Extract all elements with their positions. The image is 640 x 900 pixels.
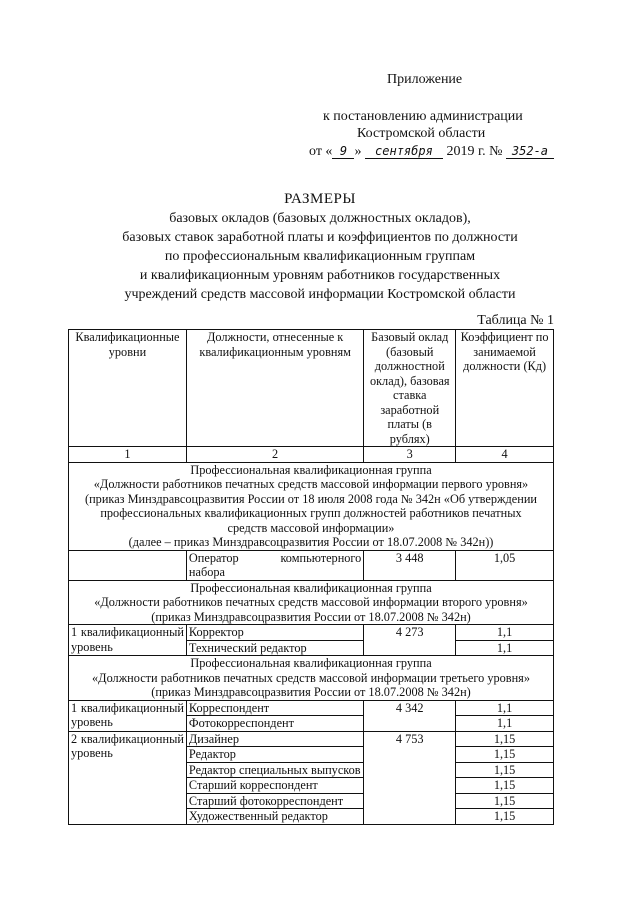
coefficient-cell: 1,15 — [456, 747, 554, 763]
position-cell: Фотокорреспондент — [186, 716, 363, 732]
coefficient-cell: 1,1 — [456, 700, 554, 716]
header-levels: Квалификационные уровни — [69, 330, 187, 447]
date-month: сентября — [365, 144, 443, 159]
resolution-date — [309, 143, 554, 161]
group-heading-line: «Должности работников печатных средств массовой информации второго уровня» — [94, 595, 528, 609]
group-heading-line: Профессиональная квалификационная группа — [190, 656, 432, 670]
table-label: Таблица № 1 — [477, 313, 554, 328]
level-cell: 2 квалификационный уровень — [69, 731, 187, 824]
salary-cell: 4 753 — [364, 731, 456, 824]
coefficient-cell: 1,1 — [456, 640, 554, 656]
group-3-heading — [69, 656, 554, 701]
title-line: учреждений средств массовой информации Костромской области — [124, 287, 516, 302]
group-heading-line: средств массовой информации» — [227, 520, 395, 535]
group-heading-line: Профессиональная квалификационная группа — [190, 580, 432, 595]
group-heading-line: Профессиональная квалификационная группа — [190, 462, 432, 477]
group-heading-line: (приказ Минздравсоцразвития России от 18 июля 2008 года № 342н «Об утверждении — [85, 491, 537, 506]
resolution-label: к постановлению администрации — [323, 109, 523, 124]
group-1-heading — [69, 462, 554, 550]
group-heading-row — [69, 580, 554, 625]
position-cell: Дизайнер — [186, 731, 363, 747]
level-cell-empty — [69, 550, 187, 580]
coefficient-cell: 1,15 — [456, 793, 554, 809]
col-number: 1 — [69, 447, 187, 463]
title-line: базовых окладов (базовых должностных окладов), — [169, 211, 471, 226]
group-heading-line: «Должности работников печатных средств массовой информации первого уровня» — [93, 477, 529, 491]
date-year: 2019 г. № — [446, 144, 503, 159]
group-heading-line: «Должности работников печатных средств массовой информации третьего уровня» — [92, 670, 530, 685]
position-cell: Технический редактор — [186, 640, 363, 656]
group-heading-row — [69, 656, 554, 701]
position-cell: Старший корреспондент — [186, 778, 363, 794]
title-line: и квалификационным уровням работников государственных — [139, 268, 501, 283]
col-number: 4 — [456, 447, 554, 463]
date-prefix: от « — [309, 144, 333, 159]
level-cell: 1 квалификационный уровень — [69, 625, 187, 656]
group-heading-line: профессиональных квалификационных групп должностей работников печатных — [100, 506, 522, 520]
position-cell: Редактор специальных выпусков — [186, 762, 363, 778]
group-heading-line: (далее – приказ Минздравсоцразвития России от 18.07.2008 № 342н)) — [128, 535, 494, 549]
position-cell: Старший фотокорреспондент — [186, 793, 363, 809]
header-row — [69, 330, 554, 447]
header-positions: Должности, отнесенные к квалификационным уровням — [186, 330, 363, 447]
title-line: базовых ставок заработной платы и коэффициентов по должности — [122, 230, 518, 245]
table-row — [69, 625, 554, 641]
table-row — [69, 550, 554, 580]
date-mid: » — [354, 144, 362, 159]
coefficient-cell: 1,15 — [456, 731, 554, 747]
title-line: по профессиональным квалификационным группам — [164, 249, 476, 264]
coefficient-cell: 1,1 — [456, 625, 554, 641]
level-cell: 1 квалификационный уровень — [69, 700, 187, 731]
header-salary: Базовый оклад (базовый должностной оклад), базовая ставка заработной платы (в рублях) — [364, 330, 456, 447]
coefficient-cell: 1,15 — [456, 809, 554, 825]
col-number: 3 — [364, 447, 456, 463]
region-label: Костромской области — [357, 126, 486, 141]
table-row — [69, 700, 554, 716]
position-cell: Корреспондент — [186, 700, 363, 716]
col-number: 2 — [186, 447, 363, 463]
group-heading-row — [69, 462, 554, 550]
date-day: 9 — [332, 144, 354, 159]
position-cell: Корректор — [186, 625, 363, 641]
salary-cell: 4 273 — [364, 625, 456, 656]
salary-cell: 3 448 — [364, 550, 456, 580]
resolution-number: 352-а — [506, 144, 554, 159]
salary-cell: 4 342 — [364, 700, 456, 731]
coefficient-cell: 1,05 — [456, 550, 554, 580]
coefficient-cell: 1,15 — [456, 778, 554, 794]
coefficient-cell: 1,15 — [456, 762, 554, 778]
position-cell: Редактор — [186, 747, 363, 763]
coefficient-cell: 1,1 — [456, 716, 554, 732]
header-coefficient: Коэффициент по занимаемой должности (Кд) — [456, 330, 554, 447]
position-cell: Оператор компьютерного набора — [186, 550, 363, 580]
appendix-label: Приложение — [387, 72, 463, 87]
table-row — [69, 731, 554, 747]
title-main: РАЗМЕРЫ — [284, 191, 356, 207]
group-2-heading — [69, 580, 554, 625]
group-heading-line: (приказ Минздравсоцразвития России от 18.07.2008 № 342н) — [151, 609, 471, 624]
document-title — [60, 190, 580, 304]
column-numbers-row — [69, 447, 554, 463]
salary-table — [68, 329, 554, 825]
group-heading-line: (приказ Минздравсоцразвития России от 18.07.2008 № 342н) — [151, 685, 471, 699]
position-cell: Художественный редактор — [186, 809, 363, 825]
